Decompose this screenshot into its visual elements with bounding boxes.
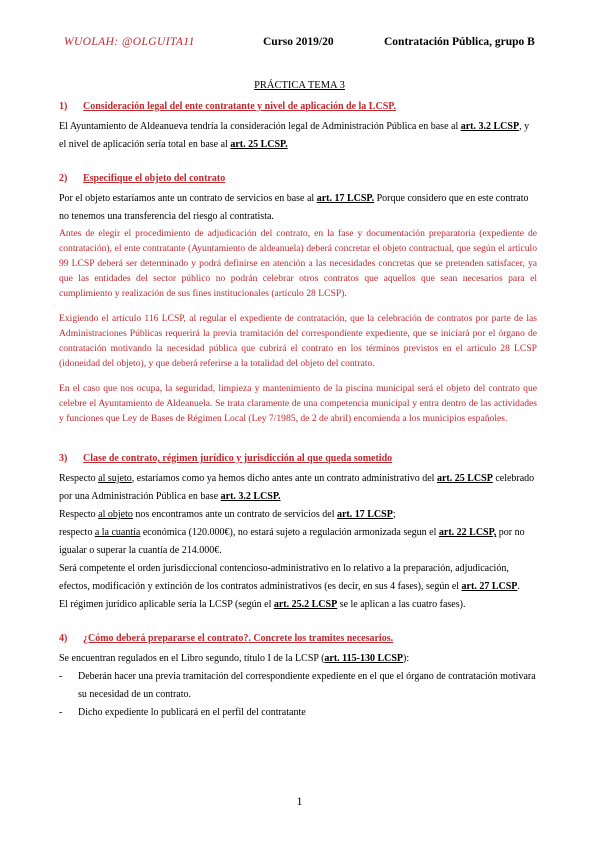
text: Será competente el orden jurisdiccional contencioso-administrativo en lo relativo a la preparación, adjudicación, efectos, modificación y extinción de los contratos administrativos (es decir, en sus 4 fases), según el — [59, 563, 509, 592]
header-watermark: WUOLAH: @OLGUITA11 — [64, 36, 195, 48]
section-4-heading — [59, 632, 537, 646]
section-number: 1) — [59, 101, 68, 112]
section-2-note-1: Antes de elegir el procedimiento de adjudicación del contrato, en la fase y documentación preparatoria (expediente de contratación), el ente contratante (Ayuntamiento de aldeanuela) deberá concretar el objeto contractual, que según el artículo 99 LCSP deberá ser determinado y podrá definirse en atención a las necesidades concretas que se pretenden satisfacer, ya que las entidades del sector público no podrán celebrar otros contratos que aquellos que sean necesarios para el cumplimiento y realización de sus fines institucionales (artículo 28 LCSP). — [59, 228, 537, 299]
law-reference: art. 25.2 LCSP — [273, 599, 338, 610]
text: Se encuentran regulados en el Libro segundo, título I de la LCSP ( — [59, 653, 325, 664]
section-title: Especifique el objeto del contrato — [83, 173, 226, 184]
section-1-heading — [59, 100, 537, 114]
page-title: PRÁCTICA TEMA 3 — [254, 80, 345, 91]
law-reference: art. 22 LCSP, — [438, 527, 497, 538]
section-number: 3) — [59, 453, 68, 464]
section-3-subject — [59, 470, 537, 506]
section-2-heading — [59, 172, 537, 186]
text: por no igualar o superar la cuantía de 214.000€. — [59, 527, 525, 556]
section-title: ¿Cómo deberá prepararse el contrato?. Concrete los tramites necesarios. — [83, 633, 394, 644]
text: respecto — [59, 527, 95, 538]
law-reference: art. 17 LCSP — [336, 509, 393, 520]
section-title: Consideración legal del ente contratante y nivel de aplicación de la LCSP. — [83, 101, 396, 112]
underlined-text: a la cuantía — [94, 527, 141, 538]
text: El Ayuntamiento de Aldeanueva tendría la consideración legal de Administración Pública en base al — [59, 121, 461, 132]
header-course: Curso 2019/20 — [263, 36, 334, 48]
text: Respecto — [59, 509, 99, 520]
list-item — [59, 668, 537, 704]
section-number: 4) — [59, 633, 68, 644]
law-reference: art. 3.2 LCSP — [460, 121, 520, 132]
text: . — [517, 581, 520, 592]
bullet-dash: - — [59, 671, 63, 682]
section-2-note-2: Exigiendo el artículo 116 LCSP, al regular el expediente de contratación, que la celebración de contratos por parte de las Administraciones Públicas requerirá la previa tramitación del correspondiente expediente, que se iniciará por el órgano de contratación motivando la necesidad pública que cubrirá el contrato en los términos previstos en el artículo 28 LCSP (idoneidad del objeto), y que deberá referirse a la totalidad del objeto del contrato. — [59, 313, 537, 369]
section-2-note-3: En el caso que nos ocupa, la seguridad, limpieza y mantenimiento de la piscina municipal será el objeto del contrato que celebre el Ayuntamiento de Aldeanuela. Se trata claramente de una competencia municipal y entra dentro de las actividades y funciones que Ley de Bases de Régimen Local (Ley 7/1985, de 2 de abril) encomienda a los municipios españoles. — [59, 383, 537, 424]
text: Respecto — [59, 473, 99, 484]
text: nos encontramos ante un contrato de servicios del — [132, 509, 337, 520]
list-item-text: Dicho expediente lo publicará en el perfil del contratante — [78, 707, 306, 718]
underlined-text: al objeto — [98, 509, 133, 520]
section-number: 2) — [59, 173, 68, 184]
section-3-amount — [59, 524, 537, 560]
text: ; — [392, 509, 396, 520]
header-subject: Contratación Pública, grupo B — [384, 36, 535, 48]
underlined-text: al sujeto — [98, 473, 132, 484]
bullet-dash: - — [59, 707, 63, 718]
text: , y el nivel de aplicación sería total en base al — [59, 121, 530, 150]
text: celebrado por una Administración Pública en base — [59, 473, 535, 502]
law-reference: art. 17 LCSP. — [316, 193, 375, 204]
law-reference: art. 3.2 LCSP. — [220, 491, 281, 502]
section-3-object — [59, 506, 537, 524]
text: ): — [403, 653, 410, 664]
law-reference: art. 27 LCSP — [461, 581, 518, 592]
text: se le aplican a las cuatro fases). — [337, 599, 466, 610]
section-2-text — [59, 190, 537, 226]
list-item — [59, 704, 537, 722]
section-title: Clase de contrato, régimen jurídico y jurisdicción al que queda sometido — [83, 453, 393, 464]
section-1-text — [59, 118, 537, 154]
section-4-text — [59, 650, 537, 668]
section-3-heading — [59, 452, 537, 466]
law-reference: art. 25 LCSP — [436, 473, 493, 484]
section-3-regime — [59, 596, 537, 614]
document-body — [59, 100, 537, 722]
text: El régimen jurídico aplicable sería la LCSP (según el — [59, 599, 274, 610]
section-3-jurisdiction — [59, 560, 537, 596]
law-reference: art. 115-130 LCSP — [324, 653, 404, 664]
law-reference: art. 25 LCSP. — [230, 139, 288, 150]
page-number: 1 — [296, 794, 303, 808]
text: económica (120.000€), no estará sujeto a regulación armonizada segun el — [140, 527, 439, 538]
list-item-text: Deberán hacer una previa tramitación del correspondiente expediente en el que el órgano de contratación motivara su necesidad de un contrato. — [78, 671, 536, 700]
text: Por el objeto estaríamos ante un contrato de servicios en base al — [59, 193, 317, 204]
text: , estaríamos como ya hemos dicho antes ante un contrato administrativo del — [131, 473, 437, 484]
text: Porque considero que en este contrato no tenemos una transferencia del riesgo al contratista. — [59, 193, 529, 222]
